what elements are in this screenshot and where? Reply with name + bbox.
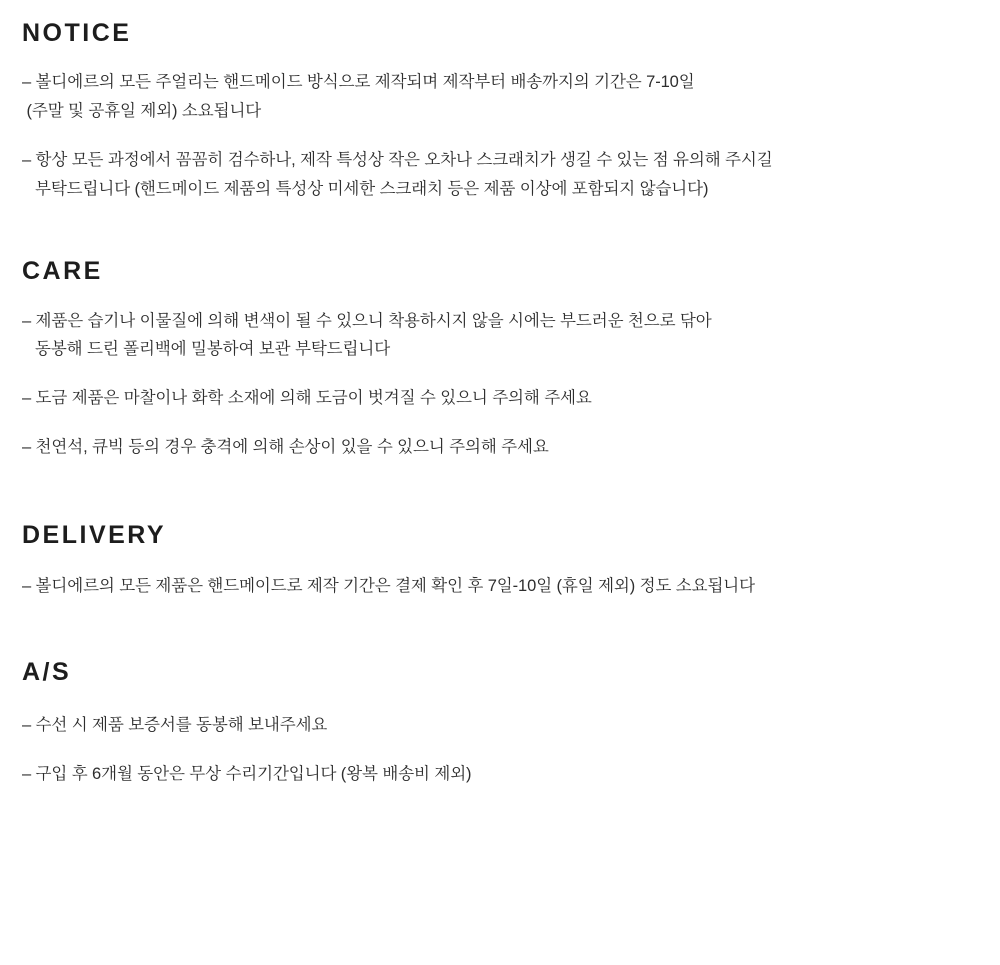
as-item-2: [22, 760, 978, 789]
care-item-1-line-1: – 제품은 습기나 이물질에 의해 변색이 될 수 있으니 착용하시지 않을 시에는 부드러운 천으로 닦아: [22, 311, 712, 330]
notice-item-2: [22, 146, 978, 204]
section-body-as: [22, 711, 978, 789]
gap-after-delivery: [22, 601, 978, 657]
care-item-3-line-1: – 천연석, 큐빅 등의 경우 충격에 의해 손상이 있을 수 있으니 주의해 주세요: [22, 438, 549, 457]
as-item-1-line-1: – 수선 시 제품 보증서를 동봉해 보내주세요: [22, 715, 328, 734]
section-care: [22, 256, 978, 463]
section-body-care: [22, 307, 978, 463]
section-body-notice: [22, 68, 978, 204]
as-item-1: [22, 711, 978, 740]
care-item-1-line-2: 동봉해 드린 폴리백에 밀봉하여 보관 부탁드립니다: [35, 340, 391, 359]
section-title-care: CARE: [22, 256, 103, 285]
top-spacer: [22, 10, 978, 18]
care-item-3: [22, 433, 978, 462]
care-item-1: [22, 307, 978, 365]
notice-item-1-line-2: (주말 및 공휴일 제외) 소요됩니다: [22, 101, 262, 120]
section-body-delivery: [22, 572, 978, 601]
section-notice: [22, 18, 978, 204]
section-title-notice: NOTICE: [22, 19, 132, 47]
notice-item-1-line-1: – 볼디에르의 모든 주얼리는 핸드메이드 방식으로 제작되며 제작부터 배송까지의 기간은 7-10일: [22, 73, 695, 91]
section-delivery: [22, 520, 978, 601]
delivery-item-1: [22, 572, 978, 601]
gap-after-care: [22, 462, 978, 520]
notice-item-1: [22, 68, 978, 126]
as-item-2-line-1: – 구입 후 6개월 동안은 무상 수리기간입니다 (왕복 배송비 제외): [22, 764, 472, 783]
gap-after-notice: [22, 204, 978, 256]
notice-item-2-line-2: 부탁드립니다 (핸드메이드 제품의 특성상 미세한 스크래치 등은 제품 이상에 포함되지 않습니다): [35, 179, 709, 198]
delivery-item-1-line-1: – 볼디에르의 모든 제품은 핸드메이드로 제작 기간은 결제 확인 후 7일-10일 (휴일 제외) 정도 소요됩니다: [22, 577, 755, 595]
section-as: [22, 657, 978, 789]
section-title-delivery: DELIVERY: [22, 521, 167, 549]
care-item-2: [22, 384, 978, 413]
notice-item-2-line-1: – 항상 모든 과정에서 꼼꼼히 검수하나, 제작 특성상 작은 오차나 스크래치가 생길 수 있는 점 유의해 주시길: [22, 150, 773, 169]
section-title-as: A/S: [22, 657, 72, 686]
care-item-2-line-1: – 도금 제품은 마찰이나 화학 소재에 의해 도금이 벗겨질 수 있으니 주의해 주세요: [22, 389, 592, 408]
